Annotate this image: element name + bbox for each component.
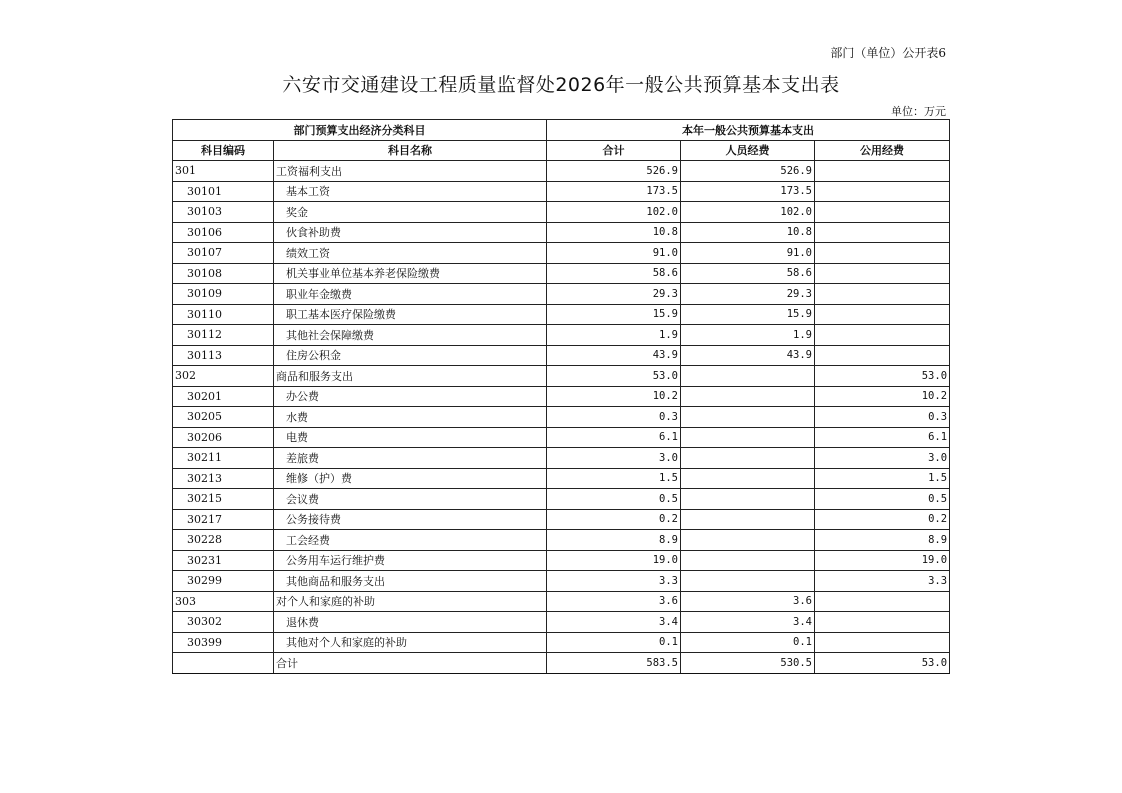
cell-code: 30109 bbox=[173, 284, 274, 305]
cell-public bbox=[815, 632, 950, 653]
table-row bbox=[173, 345, 950, 366]
cell-name: 其他对个人和家庭的补助 bbox=[274, 632, 547, 653]
cell-code: 30110 bbox=[173, 304, 274, 325]
cell-code: 30399 bbox=[173, 632, 274, 653]
cell-personnel: 3.4 bbox=[681, 612, 815, 633]
cell-code: 30231 bbox=[173, 550, 274, 571]
cell-personnel: 173.5 bbox=[681, 181, 815, 202]
table-row bbox=[173, 468, 950, 489]
cell-personnel: 526.9 bbox=[681, 161, 815, 182]
cell-total: 0.5 bbox=[547, 489, 681, 510]
cell-name: 商品和服务支出 bbox=[274, 366, 547, 387]
cell-total: 0.1 bbox=[547, 632, 681, 653]
cell-public bbox=[815, 304, 950, 325]
cell-name: 差旅费 bbox=[274, 448, 547, 469]
cell-name: 职业年金缴费 bbox=[274, 284, 547, 305]
cell-total: 3.4 bbox=[547, 612, 681, 633]
cell-personnel: 3.6 bbox=[681, 591, 815, 612]
cell-name: 维修（护）费 bbox=[274, 468, 547, 489]
cell-personnel: 29.3 bbox=[681, 284, 815, 305]
cell-personnel: 10.8 bbox=[681, 222, 815, 243]
cell-public: 10.2 bbox=[815, 386, 950, 407]
cell-name: 机关事业单位基本养老保险缴费 bbox=[274, 263, 547, 284]
cell-name: 奖金 bbox=[274, 202, 547, 223]
cell-personnel bbox=[681, 530, 815, 551]
table-row bbox=[173, 632, 950, 653]
total-row bbox=[173, 653, 950, 674]
cell-public: 0.5 bbox=[815, 489, 950, 510]
table-row bbox=[173, 550, 950, 571]
cell-total: 3.0 bbox=[547, 448, 681, 469]
table-row bbox=[173, 222, 950, 243]
cell-public: 1.5 bbox=[815, 468, 950, 489]
table-row bbox=[173, 304, 950, 325]
header-group-row bbox=[173, 120, 950, 141]
cell-total: 91.0 bbox=[547, 243, 681, 264]
cell-public bbox=[815, 181, 950, 202]
cell-public: 3.0 bbox=[815, 448, 950, 469]
cell-personnel: 43.9 bbox=[681, 345, 815, 366]
cell-personnel bbox=[681, 427, 815, 448]
cell-code: 30113 bbox=[173, 345, 274, 366]
cell-personnel: 102.0 bbox=[681, 202, 815, 223]
cell-total: 8.9 bbox=[547, 530, 681, 551]
total-cell-personnel: 530.5 bbox=[681, 653, 815, 674]
cell-code: 301 bbox=[173, 161, 274, 182]
cell-name: 其他社会保障缴费 bbox=[274, 325, 547, 346]
cell-name: 公务用车运行维护费 bbox=[274, 550, 547, 571]
cell-name: 基本工资 bbox=[274, 181, 547, 202]
cell-public bbox=[815, 243, 950, 264]
cell-name: 其他商品和服务支出 bbox=[274, 571, 547, 592]
cell-public: 8.9 bbox=[815, 530, 950, 551]
total-cell-name: 合计 bbox=[274, 653, 547, 674]
header-personnel: 人员经费 bbox=[681, 140, 815, 161]
table-row bbox=[173, 427, 950, 448]
cell-personnel: 91.0 bbox=[681, 243, 815, 264]
table-row bbox=[173, 509, 950, 530]
cell-public: 3.3 bbox=[815, 571, 950, 592]
cell-public: 53.0 bbox=[815, 366, 950, 387]
cell-total: 0.2 bbox=[547, 509, 681, 530]
budget-table bbox=[172, 119, 950, 674]
cell-total: 43.9 bbox=[547, 345, 681, 366]
table-body bbox=[173, 161, 950, 674]
table-row bbox=[173, 161, 950, 182]
cell-name: 住房公积金 bbox=[274, 345, 547, 366]
cell-name: 伙食补助费 bbox=[274, 222, 547, 243]
cell-code: 30228 bbox=[173, 530, 274, 551]
page-title: 六安市交通建设工程质量监督处2026年一般公共预算基本支出表 bbox=[282, 74, 840, 96]
cell-total: 10.2 bbox=[547, 386, 681, 407]
cell-total: 526.9 bbox=[547, 161, 681, 182]
cell-personnel bbox=[681, 571, 815, 592]
cell-public bbox=[815, 161, 950, 182]
cell-personnel bbox=[681, 448, 815, 469]
table-row bbox=[173, 263, 950, 284]
cell-total: 19.0 bbox=[547, 550, 681, 571]
cell-total: 1.9 bbox=[547, 325, 681, 346]
cell-total: 3.6 bbox=[547, 591, 681, 612]
cell-code: 30211 bbox=[173, 448, 274, 469]
header-total: 合计 bbox=[547, 140, 681, 161]
cell-public bbox=[815, 325, 950, 346]
cell-personnel bbox=[681, 386, 815, 407]
cell-personnel bbox=[681, 550, 815, 571]
header-public: 公用经费 bbox=[815, 140, 950, 161]
table-row bbox=[173, 284, 950, 305]
cell-public bbox=[815, 591, 950, 612]
document-label: 部门（单位）公开表6 bbox=[830, 46, 946, 60]
cell-code: 30101 bbox=[173, 181, 274, 202]
cell-code: 30217 bbox=[173, 509, 274, 530]
header-code: 科目编码 bbox=[173, 140, 274, 161]
table-row bbox=[173, 366, 950, 387]
table-row bbox=[173, 407, 950, 428]
cell-code: 30108 bbox=[173, 263, 274, 284]
cell-name: 退休费 bbox=[274, 612, 547, 633]
cell-code: 30206 bbox=[173, 427, 274, 448]
cell-code: 30107 bbox=[173, 243, 274, 264]
cell-personnel bbox=[681, 468, 815, 489]
table-row bbox=[173, 448, 950, 469]
cell-name: 职工基本医疗保险缴费 bbox=[274, 304, 547, 325]
cell-name: 绩效工资 bbox=[274, 243, 547, 264]
cell-total: 1.5 bbox=[547, 468, 681, 489]
cell-personnel bbox=[681, 509, 815, 530]
cell-public: 0.3 bbox=[815, 407, 950, 428]
cell-public bbox=[815, 612, 950, 633]
cell-total: 58.6 bbox=[547, 263, 681, 284]
cell-name: 工资福利支出 bbox=[274, 161, 547, 182]
cell-personnel: 58.6 bbox=[681, 263, 815, 284]
cell-personnel: 0.1 bbox=[681, 632, 815, 653]
cell-total: 0.3 bbox=[547, 407, 681, 428]
cell-public bbox=[815, 345, 950, 366]
cell-public: 0.2 bbox=[815, 509, 950, 530]
cell-name: 对个人和家庭的补助 bbox=[274, 591, 547, 612]
cell-name: 工会经费 bbox=[274, 530, 547, 551]
unit-label: 单位：万元 bbox=[891, 105, 946, 118]
cell-code: 30205 bbox=[173, 407, 274, 428]
cell-name: 公务接待费 bbox=[274, 509, 547, 530]
cell-personnel: 1.9 bbox=[681, 325, 815, 346]
cell-personnel bbox=[681, 407, 815, 428]
header-group-classification: 部门预算支出经济分类科目 bbox=[173, 120, 547, 141]
cell-name: 会议费 bbox=[274, 489, 547, 510]
cell-total: 53.0 bbox=[547, 366, 681, 387]
table-row bbox=[173, 530, 950, 551]
cell-code: 302 bbox=[173, 366, 274, 387]
cell-public bbox=[815, 263, 950, 284]
table-row bbox=[173, 325, 950, 346]
cell-code: 30103 bbox=[173, 202, 274, 223]
cell-code: 30112 bbox=[173, 325, 274, 346]
cell-total: 6.1 bbox=[547, 427, 681, 448]
cell-code: 30299 bbox=[173, 571, 274, 592]
cell-total: 10.8 bbox=[547, 222, 681, 243]
cell-personnel bbox=[681, 489, 815, 510]
cell-personnel bbox=[681, 366, 815, 387]
table-row bbox=[173, 571, 950, 592]
header-name: 科目名称 bbox=[274, 140, 547, 161]
table-row bbox=[173, 202, 950, 223]
cell-name: 办公费 bbox=[274, 386, 547, 407]
total-cell-code bbox=[173, 653, 274, 674]
table-row bbox=[173, 386, 950, 407]
cell-total: 15.9 bbox=[547, 304, 681, 325]
cell-public: 6.1 bbox=[815, 427, 950, 448]
table-row bbox=[173, 591, 950, 612]
cell-code: 30106 bbox=[173, 222, 274, 243]
cell-name: 水费 bbox=[274, 407, 547, 428]
table-header bbox=[173, 120, 950, 161]
table-row bbox=[173, 489, 950, 510]
cell-name: 电费 bbox=[274, 427, 547, 448]
cell-public bbox=[815, 284, 950, 305]
cell-total: 29.3 bbox=[547, 284, 681, 305]
header-group-expenditure: 本年一般公共预算基本支出 bbox=[547, 120, 950, 141]
table-row bbox=[173, 181, 950, 202]
total-cell-public: 53.0 bbox=[815, 653, 950, 674]
cell-code: 30302 bbox=[173, 612, 274, 633]
table-row bbox=[173, 612, 950, 633]
cell-code: 303 bbox=[173, 591, 274, 612]
cell-code: 30215 bbox=[173, 489, 274, 510]
cell-code: 30213 bbox=[173, 468, 274, 489]
cell-public bbox=[815, 222, 950, 243]
cell-total: 173.5 bbox=[547, 181, 681, 202]
cell-code: 30201 bbox=[173, 386, 274, 407]
header-column-row bbox=[173, 140, 950, 161]
cell-public bbox=[815, 202, 950, 223]
total-cell-total: 583.5 bbox=[547, 653, 681, 674]
table-row bbox=[173, 243, 950, 264]
cell-total: 102.0 bbox=[547, 202, 681, 223]
cell-public: 19.0 bbox=[815, 550, 950, 571]
cell-personnel: 15.9 bbox=[681, 304, 815, 325]
cell-total: 3.3 bbox=[547, 571, 681, 592]
